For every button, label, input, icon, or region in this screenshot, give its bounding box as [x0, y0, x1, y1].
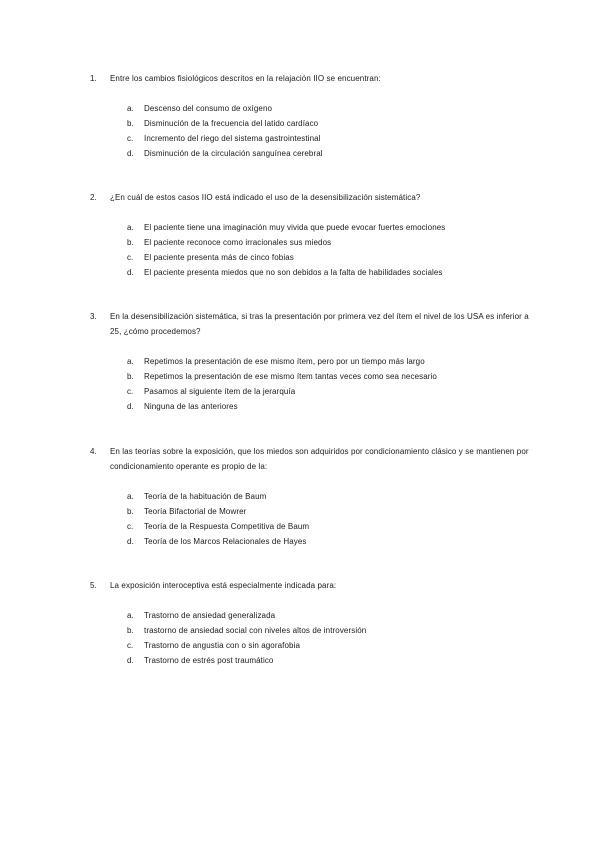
option-letter: c. [127, 641, 134, 650]
option-text: El paciente tiene una imaginación muy vivida que puede evocar fuertes emociones [144, 223, 446, 232]
options-list [90, 608, 530, 668]
option-letter: a. [127, 223, 134, 232]
option-d [90, 399, 530, 414]
option-c [90, 519, 530, 534]
question-text: En las teorías sobre la exposición, que los miedos son adquiridos por condicionamiento clásico y se mantienen por condicionamiento operante es propio de la: [110, 447, 529, 471]
question-number: 5. [90, 581, 97, 590]
option-text: trastorno de ansiedad social con niveles altos de introversión [144, 626, 367, 635]
question-text: Entre los cambios fisiológicos descritos en la relajación IIO se encuentran: [110, 74, 381, 83]
option-letter: b. [127, 626, 134, 635]
option-a [90, 220, 530, 235]
option-letter: d. [127, 402, 134, 411]
option-text: Trastorno de ansiedad generalizada [144, 611, 276, 620]
question-number: 3. [90, 312, 97, 321]
option-letter: c. [127, 522, 134, 531]
option-letter: d. [127, 149, 134, 158]
option-b [90, 504, 530, 519]
option-letter: b. [127, 238, 134, 247]
question-4 [90, 444, 530, 549]
option-c [90, 638, 530, 653]
option-letter: d. [127, 537, 134, 546]
option-letter: a. [127, 492, 134, 501]
option-letter: c. [127, 253, 134, 262]
option-letter: b. [127, 372, 134, 381]
question-1 [90, 71, 530, 161]
option-text: Trastorno de angustia con o sin agorafobia [144, 641, 301, 650]
options-list [90, 354, 530, 414]
option-letter: d. [127, 656, 134, 665]
option-a [90, 608, 530, 623]
option-d [90, 146, 530, 161]
option-text: El paciente presenta más de cinco fobias [144, 253, 294, 262]
option-a [90, 101, 530, 116]
question-stem [90, 578, 530, 593]
option-d [90, 653, 530, 668]
option-letter: d. [127, 268, 134, 277]
options-list [90, 489, 530, 549]
options-list [90, 220, 530, 280]
question-number: 1. [90, 74, 97, 83]
question-stem [90, 444, 530, 474]
option-text: Repetimos la presentación de ese mismo ítem, pero por un tiempo más largo [144, 357, 425, 366]
question-text: En la desensibilización sistemática, si tras la presentación por primera vez del ítem el nivel de los USA es inferior a 25, ¿cómo procedemos? [110, 312, 529, 336]
question-3 [90, 309, 530, 414]
option-a [90, 354, 530, 369]
options-list [90, 101, 530, 161]
option-b [90, 116, 530, 131]
option-letter: a. [127, 357, 134, 366]
question-number: 2. [90, 193, 97, 202]
option-text: El paciente reconoce como irracionales sus miedos [144, 238, 332, 247]
option-a [90, 489, 530, 504]
option-text: Disminución de la circulación sanguínea cerebral [144, 149, 323, 158]
question-stem [90, 309, 530, 339]
option-text: Ninguna de las anteriores [144, 402, 238, 411]
option-text: Incremento del riego del sistema gastrointestinal [144, 134, 321, 143]
option-text: Repetimos la presentación de ese mismo ítem tantas veces como sea necesario [144, 372, 437, 381]
question-5 [90, 578, 530, 668]
option-text: Trastorno de estrés post traumático [144, 656, 274, 665]
option-text: Descenso del consumo de oxígeno [144, 104, 273, 113]
question-text: ¿En cuál de estos casos IIO está indicado el uso de la desensibilización sistemática? [110, 193, 421, 202]
question-stem [90, 71, 530, 86]
option-text: Disminución de la frecuencia del latido cardíaco [144, 119, 319, 128]
option-text: Teoría Bifactorial de Mowrer [144, 507, 247, 516]
option-text: El paciente presenta miedos que no son debidos a la falta de habilidades sociales [144, 268, 443, 277]
option-d [90, 265, 530, 280]
question-number: 4. [90, 447, 97, 456]
option-text: Teoría de la Respuesta Competitiva de Baum [144, 522, 310, 531]
option-d [90, 534, 530, 549]
option-c [90, 384, 530, 399]
option-letter: b. [127, 119, 134, 128]
option-c [90, 250, 530, 265]
option-text: Pasamos al siguiente ítem de la jerarquía [144, 387, 296, 396]
option-b [90, 235, 530, 250]
option-b [90, 623, 530, 638]
question-2 [90, 190, 530, 280]
option-letter: a. [127, 104, 134, 113]
option-c [90, 131, 530, 146]
option-text: Teoría de los Marcos Relacionales de Hayes [144, 537, 307, 546]
option-b [90, 369, 530, 384]
option-letter: b. [127, 507, 134, 516]
option-letter: c. [127, 387, 134, 396]
question-text: La exposición interoceptiva está especialmente indicada para: [110, 581, 337, 590]
option-text: Teoría de la habituación de Baum [144, 492, 267, 501]
option-letter: a. [127, 611, 134, 620]
option-letter: c. [127, 134, 134, 143]
question-stem [90, 190, 530, 205]
